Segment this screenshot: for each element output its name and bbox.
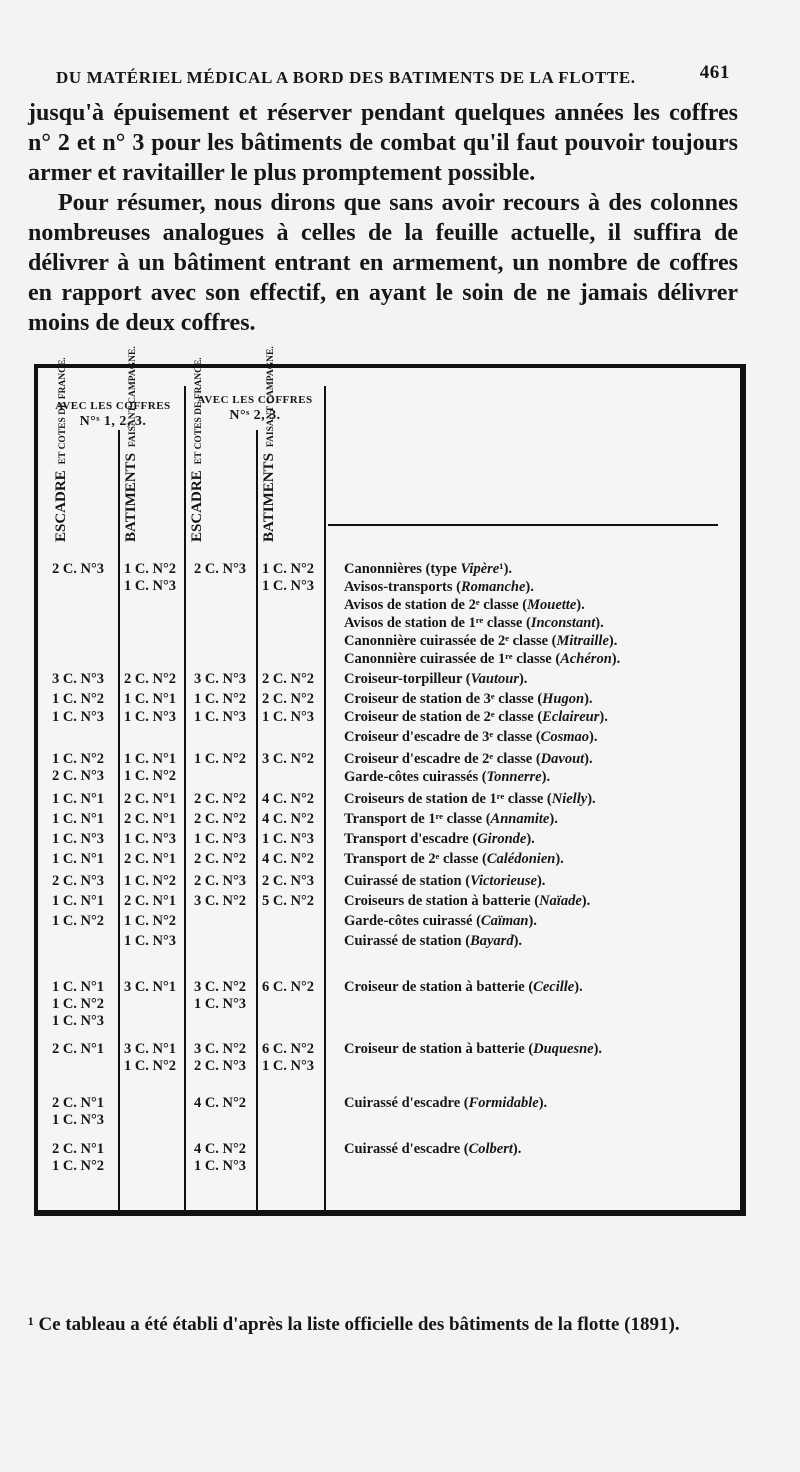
coffre-count: 1 C. N°2: [193, 751, 247, 767]
coffre-count: 1 C. N°1: [51, 851, 105, 867]
ship-class-label: Canonnière cuirassée de 1ʳᵉ classe (Achéron).: [344, 651, 621, 667]
coffre-count: 1 C. N°3: [193, 709, 247, 725]
ship-class-label: Croiseur de station de 2ᵉ classe (Eclaireur).: [344, 709, 608, 725]
ship-class-label: Transport d'escadre (Gironde).: [344, 831, 535, 847]
coffre-count: 1 C. N°2: [123, 1058, 177, 1074]
coffre-count: 1 C. N°3: [51, 1013, 105, 1029]
ship-class-label: Cuirassé de station (Bayard).: [344, 933, 523, 949]
coffre-count: 1 C. N°3: [123, 933, 177, 949]
coffre-count: 1 C. N°3: [261, 1058, 315, 1074]
ship-class-label: Croiseur d'escadre de 2ᵉ classe (Davout).: [344, 751, 593, 767]
coffre-count: 2 C. N°2: [261, 691, 315, 707]
coffre-count: 3 C. N°1: [123, 979, 177, 995]
coffre-count: 3 C. N°2: [193, 1041, 247, 1057]
ship-class-label: Croiseurs de station de 1ʳᵉ classe (Nielly).: [344, 791, 596, 807]
coffre-count: 2 C. N°1: [51, 1095, 105, 1111]
page-number: 461: [699, 62, 730, 83]
coffre-count: 1 C. N°3: [193, 1158, 247, 1174]
coffre-count: 1 C. N°2: [261, 561, 315, 577]
coffre-count: 6 C. N°2: [261, 979, 315, 995]
coffre-count: 2 C. N°2: [193, 851, 247, 867]
ship-class-label: Croiseurs de station à batterie (Naïade).: [344, 893, 591, 909]
coffre-count: 1 C. N°3: [51, 709, 105, 725]
body-text: [28, 98, 738, 338]
coffre-count: 1 C. N°2: [123, 768, 177, 784]
coffre-count: 3 C. N°2: [261, 751, 315, 767]
coffre-count: 4 C. N°2: [193, 1095, 247, 1111]
coffre-count: 2 C. N°1: [51, 1041, 105, 1057]
ship-class-label: Transport de 2ᵉ classe (Calédonien).: [344, 851, 564, 867]
column-divider: [324, 386, 326, 1212]
col-header-escadre: ESCADREET COTES DE FRANCE.: [53, 357, 69, 542]
ship-class-label: Garde-côtes cuirassés (Tonnerre).: [344, 769, 551, 785]
ship-class-label: Canonnières (type Vipère¹).: [344, 561, 513, 577]
ship-class-label: Croiseur de station de 3ᵉ classe (Hugon).: [344, 691, 593, 707]
paragraph: Pour résumer, nous dirons que sans avoir recours à des colonnes nombreuses analogues à celles de la feuille actuelle, il suffira de délivrer à un bâtiment entrant en armement, un nombre de coffres en rapport avec son effectif, en ayant le soin de ne jamais délivrer moins de deux coffres.: [28, 190, 738, 336]
coffre-count: 1 C. N°3: [261, 709, 315, 725]
ship-class-label: Cuirassé d'escadre (Formidable).: [344, 1095, 548, 1111]
coffre-count: 1 C. N°3: [193, 831, 247, 847]
ship-class-label: Canonnière cuirassée de 2ᵉ classe (Mitraille).: [344, 633, 618, 649]
col-header-escadre: ESCADREET COTES DE FRANCE.: [189, 357, 205, 542]
coffre-count: 2 C. N°2: [123, 671, 177, 687]
coffre-count: 1 C. N°3: [123, 578, 177, 594]
coffre-count: 1 C. N°3: [193, 996, 247, 1012]
coffre-count: 1 C. N°2: [123, 561, 177, 577]
coffre-count: 1 C. N°2: [123, 913, 177, 929]
group-header-coffres-123: AVEC LES COFFRES N°ˢ 1, 2, 3.: [55, 400, 171, 429]
coffre-count: 1 C. N°2: [193, 691, 247, 707]
header-rule: [328, 524, 718, 526]
coffre-count: 2 C. N°3: [193, 873, 247, 889]
coffre-count: 4 C. N°2: [261, 851, 315, 867]
coffre-count: 1 C. N°2: [51, 751, 105, 767]
ship-class-label: Croiseur de station à batterie (Duquesne).: [344, 1041, 603, 1057]
coffre-count: 4 C. N°2: [193, 1141, 247, 1157]
coffre-count: 2 C. N°3: [51, 873, 105, 889]
coffre-count: 1 C. N°3: [123, 831, 177, 847]
coffre-count: 2 C. N°3: [51, 561, 105, 577]
coffre-count: 3 C. N°2: [193, 979, 247, 995]
coffre-count: 2 C. N°3: [193, 1058, 247, 1074]
col-header-batiments: BATIMENTSFAISANT CAMPAGNE.: [261, 346, 277, 542]
coffre-count: 1 C. N°3: [123, 709, 177, 725]
ship-class-label: Croiseur d'escadre de 3ᵉ classe (Cosmao).: [344, 729, 598, 745]
coffre-count: 1 C. N°1: [123, 691, 177, 707]
ship-class-label: Transport de 1ʳᵉ classe (Annamite).: [344, 811, 558, 827]
coffre-count: 1 C. N°2: [51, 1158, 105, 1174]
ship-class-label: Garde-côtes cuirassé (Caïman).: [344, 913, 537, 929]
coffre-count: 2 C. N°1: [123, 811, 177, 827]
coffre-count: 1 C. N°3: [261, 578, 315, 594]
coffre-count: 4 C. N°2: [261, 811, 315, 827]
ship-class-label: Croiseur-torpilleur (Vautour).: [344, 671, 528, 687]
coffre-count: 2 C. N°1: [51, 1141, 105, 1157]
ship-class-label: Croiseur de station à batterie (Cecille).: [344, 979, 583, 995]
col-header-batiments: BATIMENTSFAISANT CAMPAGNE.: [123, 346, 139, 542]
coffre-count: 6 C. N°2: [261, 1041, 315, 1057]
coffre-count: 1 C. N°1: [51, 979, 105, 995]
ship-class-label: Avisos de station de 1ʳᵉ classe (Inconstant).: [344, 615, 604, 631]
coffre-count: 3 C. N°3: [51, 671, 105, 687]
coffre-count: 3 C. N°1: [123, 1041, 177, 1057]
coffre-count: 5 C. N°2: [261, 893, 315, 909]
ship-class-label: Avisos-transports (Romanche).: [344, 579, 534, 595]
footnote: ¹ Ce tableau a été établi d'après la liste officielle des bâtiments de la flotte (1891).: [28, 1314, 680, 1335]
ship-class-label: Avisos de station de 2ᵉ classe (Mouette).: [344, 597, 585, 613]
ship-class-label: Cuirassé d'escadre (Colbert).: [344, 1141, 522, 1157]
coffre-count: 3 C. N°2: [193, 893, 247, 909]
coffre-count: 1 C. N°3: [51, 1112, 105, 1128]
coffre-count: 1 C. N°2: [51, 996, 105, 1012]
running-title: DU MATÉRIEL MÉDICAL A BORD DES BATIMENTS DE LA FLOTTE.: [56, 68, 636, 87]
coffre-count: 1 C. N°3: [261, 831, 315, 847]
coffre-count: 1 C. N°3: [51, 831, 105, 847]
coffres-table: [34, 346, 746, 1216]
coffre-count: 3 C. N°3: [193, 671, 247, 687]
coffre-count: 2 C. N°2: [261, 671, 315, 687]
coffre-count: 2 C. N°2: [193, 791, 247, 807]
coffre-count: 2 C. N°3: [51, 768, 105, 784]
coffre-count: 2 C. N°3: [261, 873, 315, 889]
coffre-count: 2 C. N°1: [123, 893, 177, 909]
coffre-count: 2 C. N°3: [193, 561, 247, 577]
coffre-count: 1 C. N°1: [51, 893, 105, 909]
group-header-coffres-23: AVEC LES COFFRES N°ˢ 2, 3.: [197, 394, 313, 423]
coffre-count: 2 C. N°2: [193, 811, 247, 827]
coffre-count: 1 C. N°1: [123, 751, 177, 767]
coffre-count: 4 C. N°2: [261, 791, 315, 807]
paragraph: jusqu'à épuisement et réserver pendant quelques années les coffres n° 2 et n° 3 pour les bâtiments de combat qu'il faut pouvoir toujours armer et ravitailler le plus promptement possible.: [28, 100, 738, 186]
coffre-count: 1 C. N°1: [51, 791, 105, 807]
coffre-count: 1 C. N°2: [123, 873, 177, 889]
coffre-count: 2 C. N°1: [123, 791, 177, 807]
coffre-count: 1 C. N°1: [51, 811, 105, 827]
ship-class-label: Cuirassé de station (Victorieuse).: [344, 873, 546, 889]
coffre-count: 2 C. N°1: [123, 851, 177, 867]
coffre-count: 1 C. N°2: [51, 691, 105, 707]
coffre-count: 1 C. N°2: [51, 913, 105, 929]
page-header: [48, 62, 760, 98]
